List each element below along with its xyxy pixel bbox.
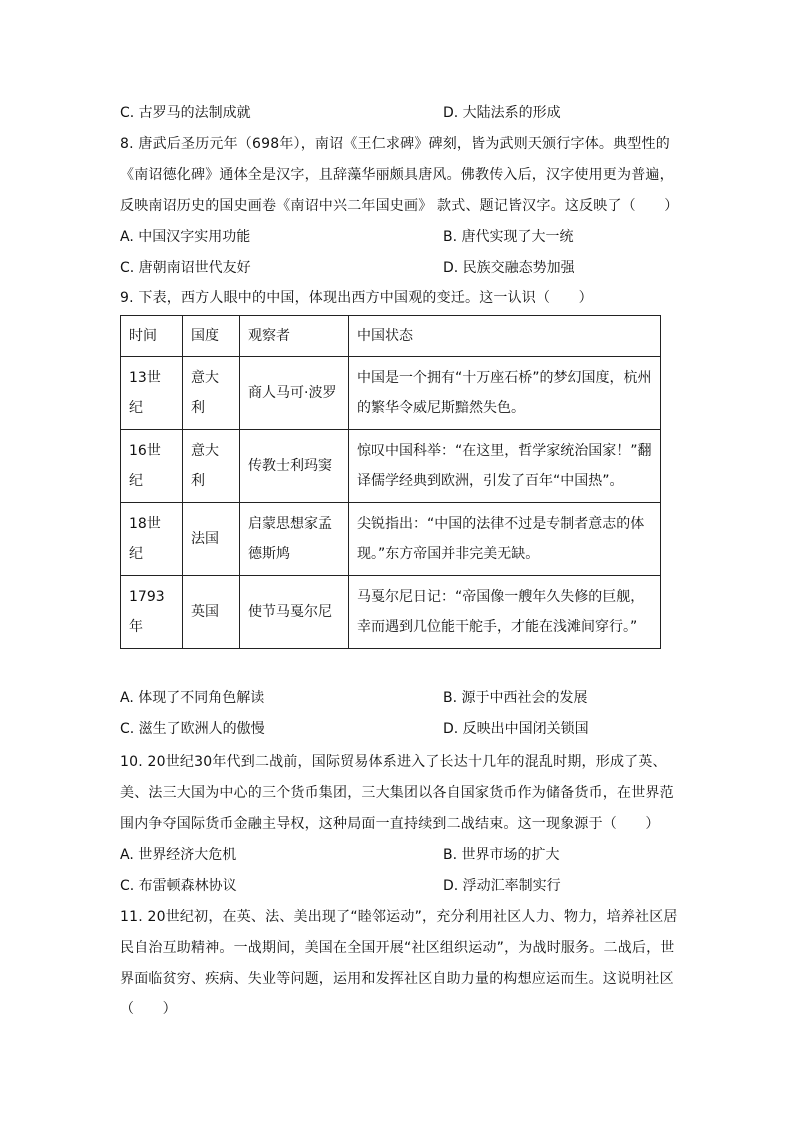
q10-option-a: A. 世界经济大危机: [120, 847, 237, 863]
q10-option-d: D. 浮动汇率制实行: [443, 878, 561, 894]
q9-table: [120, 315, 661, 649]
q8-stem-line-3: 反映南诏历史的国史画卷《南诏中兴二年国史画》 款式、题记皆汉字。这反映了（ ）: [120, 198, 679, 214]
cell-time: 13世纪: [121, 357, 183, 430]
q11-stem-line-4: （ ）: [120, 1001, 177, 1017]
cell-time: 1793年: [121, 576, 183, 649]
q10-option-b: B. 世界市场的扩大: [443, 847, 560, 863]
table-row: [121, 503, 661, 576]
table-row: [121, 430, 661, 503]
cell-china-state: 马戛尔尼日记：“帝国像一艘年久失修的巨舰，幸而遇到几位能干舵手，才能在浅滩间穿行。”: [349, 576, 661, 649]
cell-country: 法国: [183, 503, 240, 576]
cell-observer: 商人马可·波罗: [240, 357, 349, 430]
q9-option-c: C. 滋生了欧洲人的傲慢: [120, 721, 265, 737]
q8-option-a: A. 中国汉字实用功能: [120, 229, 251, 245]
cell-observer: 启蒙思想家孟德斯鸠: [240, 503, 349, 576]
q10-stem-line-3: 围内争夺国际货币金融主导权，这种局面一直持续到二战结束。这一现象源于（ ）: [120, 816, 660, 832]
cell-country: 意大利: [183, 357, 240, 430]
q7-option-d: D. 大陆法系的形成: [443, 105, 561, 121]
cell-country: 英国: [183, 576, 240, 649]
q8-option-c: C. 唐朝南诏世代友好: [120, 260, 251, 276]
q8-option-d: D. 民族交融态势加强: [443, 260, 575, 276]
cell-time: 18世纪: [121, 503, 183, 576]
q10-option-c: C. 布雷顿森林协议: [120, 878, 237, 894]
header-time: 时间: [121, 316, 183, 357]
cell-china-state: 惊叹中国科举：“在这里，哲学家统治国家！”翻译儒学经典到欧洲，引发了百年“中国热”。: [349, 430, 661, 503]
header-china-state: 中国状态: [349, 316, 661, 357]
q11-stem-line-1: 11. 20世纪初，在英、法、美出现了“睦邻运动”，充分利用社区人力、物力，培养社区居: [120, 909, 678, 925]
header-country: 国度: [183, 316, 240, 357]
header-observer: 观察者: [240, 316, 349, 357]
cell-time: 16世纪: [121, 430, 183, 503]
q9-option-a: A. 体现了不同角色解读: [120, 690, 265, 706]
table-row: [121, 576, 661, 649]
cell-observer: 使节马戛尔尼: [240, 576, 349, 649]
q7-option-c: C. 古罗马的法制成就: [120, 105, 251, 121]
table-header-row: [121, 316, 661, 357]
cell-observer: 传教士利玛窦: [240, 430, 349, 503]
q9-option-d: D. 反映出中国闭关锁国: [443, 721, 589, 737]
q9-option-b: B. 源于中西社会的发展: [443, 690, 588, 706]
cell-china-state: 中国是一个拥有“十万座石桥”的梦幻国度，杭州的繁华令威尼斯黯然失色。: [349, 357, 661, 430]
q8-stem-line-1: 8. 唐武后圣历元年（698年），南诏《王仁求碑》碑刻，皆为武则天颁行字体。典型性的: [120, 136, 670, 152]
q8-stem-line-2: 《南诏德化碑》通体全是汉字，且辞藻华丽颇具唐风。佛教传入后，汉字使用更为普遍，: [120, 167, 674, 183]
q10-stem-line-2: 美、法三大国为中心的三个货币集团，三大集团以各自国家货币作为储备货币，在世界范: [120, 785, 674, 801]
q8-option-b: B. 唐代实现了大一统: [443, 229, 574, 245]
q11-stem-line-2: 民自治互助精神。一战期间，美国在全国开展“社区组织运动”，为战时服务。二战后，世: [120, 940, 675, 956]
q11-stem-line-3: 界面临贫穷、疾病、失业等问题，运用和发挥社区自助力量的构想应运而生。这说明社区: [120, 971, 674, 987]
q10-stem-line-1: 10. 20世纪30年代到二战前，国际贸易体系进入了长达十几年的混乱时期，形成了英、: [120, 754, 667, 770]
cell-country: 意大利: [183, 430, 240, 503]
table-row: [121, 357, 661, 430]
q9-stem: 9. 下表，西方人眼中的中国，体现出西方中国观的变迁。这一认识（ ）: [120, 290, 593, 306]
cell-china-state: 尖锐指出：“中国的法律不过是专制者意志的体现。”东方帝国并非完美无缺。: [349, 503, 661, 576]
